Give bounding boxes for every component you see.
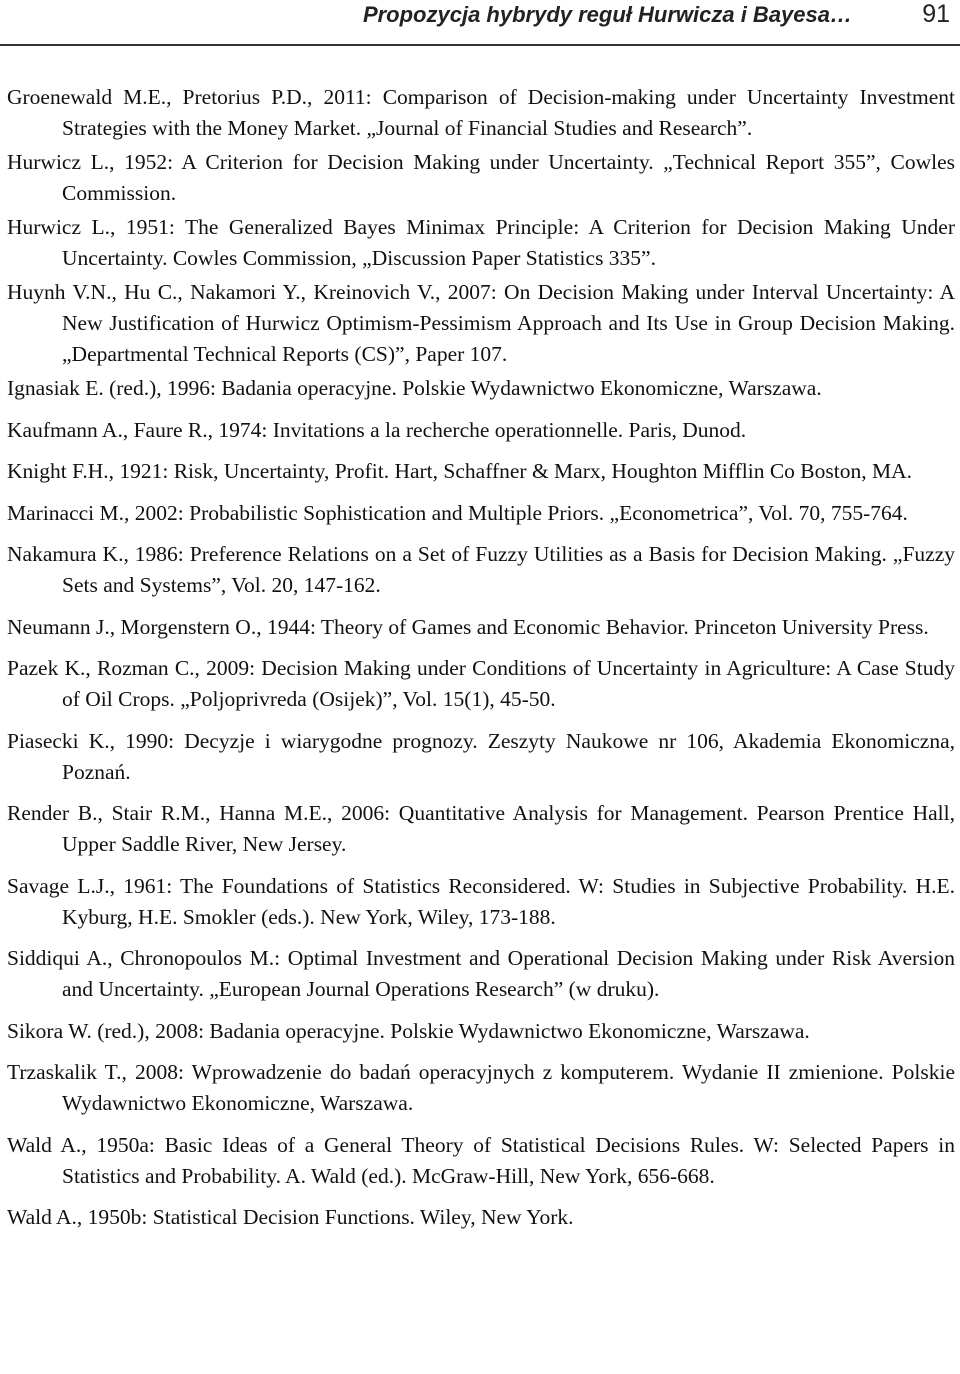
reference-item: Piasecki K., 1990: Decyzje i wiarygodne prognozy. Zeszyty Naukowe nr 106, Akademia Ekonomiczna, Poznań.	[7, 728, 955, 784]
reference-item: Kaufmann A., Faure R., 1974: Invitations a la recherche operationnelle. Paris, Dunod.	[7, 417, 747, 442]
reference-item: Sikora W. (red.), 2008: Badania operacyjne. Polskie Wydawnictwo Ekonomiczne, Warszawa.	[7, 1018, 810, 1043]
reference-item: Trzaskalik T., 2008: Wprowadzenie do badań operacyjnych z komputerem. Wydanie II zmienione. Polskie Wydawnictwo Ekonomiczne, Warszawa.	[7, 1060, 955, 1115]
running-title: Propozycja hybrydy reguł Hurwicza i Bayesa…	[362, 2, 852, 27]
reference-item: Wald A., 1950a: Basic Ideas of a General Theory of Statistical Decisions Rules. W: Selected Papers in Statistics and Probability. A. Wald (ed.). McGraw-Hill, New York, 656-668.	[7, 1132, 955, 1188]
reference-item: Nakamura K., 1986: Preference Relations on a Set of Fuzzy Utilities as a Basis for Decision Making. „Fuzzy Sets and Systems”, Vol. 20, 147-162.	[7, 542, 955, 597]
reference-item: Marinacci M., 2002: Probabilistic Sophistication and Multiple Priors. „Econometrica”, Vol. 70, 755-764.	[7, 500, 908, 525]
reference-item: Knight F.H., 1921: Risk, Uncertainty, Profit. Hart, Schaffner & Marx, Houghton Mifflin Co Boston, MA.	[7, 459, 913, 483]
reference-item: Siddiqui A., Chronopoulos M.: Optimal Investment and Operational Decision Making under Risk Aversion and Uncertainty. „European Journal Operations Research” (w druku).	[7, 946, 955, 1001]
page-header	[0, 0, 960, 46]
reference-item: Render B., Stair R.M., Hanna M.E., 2006: Quantitative Analysis for Management. Pearson Prentice Hall, Upper Saddle River, New Jersey.	[7, 801, 955, 856]
page-number: 91	[922, 0, 950, 28]
reference-item: Wald A., 1950b: Statistical Decision Functions. Wiley, New York.	[7, 1205, 574, 1229]
reference-item: Hurwicz L., 1951: The Generalized Bayes Minimax Principle: A Criterion for Decision Making Under Uncertainty. Cowles Commission, „Discussion Paper Statistics 335”.	[7, 215, 955, 270]
reference-item: Hurwicz L., 1952: A Criterion for Decision Making under Uncertainty. „Technical Report 355”, Cowles Commission.	[7, 150, 955, 205]
reference-item: Ignasiak E. (red.), 1996: Badania operacyjne. Polskie Wydawnictwo Ekonomiczne, Warszawa.	[7, 376, 822, 400]
reference-item: Huynh V.N., Hu C., Nakamori Y., Kreinovich V., 2007: On Decision Making under Interval Uncertainty: A New Justification of Hurwicz Optimism-Pessimism Approach and Its Use in Group Decision Making. „Departmental Technical Reports (CS)”, Paper 107.	[7, 280, 955, 366]
reference-item: Pazek K., Rozman C., 2009: Decision Making under Conditions of Uncertainty in Agriculture: A Case Study of Oil Crops. „Poljoprivreda (Osijek)”, Vol. 15(1), 45-50.	[7, 656, 955, 711]
reference-item: Savage L.J., 1961: The Foundations of Statistics Reconsidered. W: Studies in Subjective Probability. H.E. Kyburg, H.E. Smokler (eds.). New York, Wiley, 173-188.	[7, 873, 955, 929]
reference-item: Groenewald M.E., Pretorius P.D., 2011: Comparison of Decision-making under Uncertainty Investment Strategies with the Money Market. „Journal of Financial Studies and Research”.	[7, 85, 955, 140]
reference-item: Neumann J., Morgenstern O., 1944: Theory of Games and Economic Behavior. Princeton University Press.	[7, 614, 929, 639]
reference-list	[7, 82, 955, 1244]
